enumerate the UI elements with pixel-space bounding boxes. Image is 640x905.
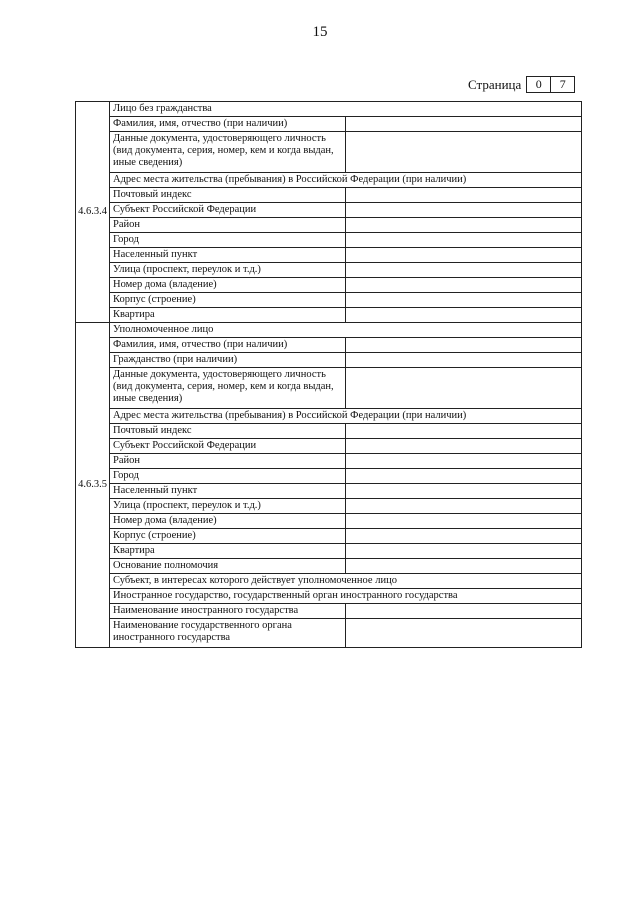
- field-label: Субъект Российской Федерации: [110, 203, 346, 218]
- field-label: Улица (проспект, переулок и т.д.): [110, 499, 346, 514]
- form-row: [76, 604, 582, 619]
- field-value[interactable]: [346, 132, 582, 173]
- field-label: Фамилия, имя, отчество (при наличии): [110, 117, 346, 132]
- form-row: [76, 574, 582, 589]
- field-label: Город: [110, 233, 346, 248]
- field-value[interactable]: [346, 278, 582, 293]
- field-label: Фамилия, имя, отчество (при наличии): [110, 338, 346, 353]
- form-row: [76, 353, 582, 368]
- form-row: [76, 293, 582, 308]
- form-row: [76, 454, 582, 469]
- field-label: Район: [110, 454, 346, 469]
- form-row: [76, 424, 582, 439]
- section-header-label: Иностранное государство, государственный орган иностранного государства: [110, 589, 582, 604]
- section-header-label: Адрес места жительства (пребывания) в Российской Федерации (при наличии): [110, 173, 582, 188]
- field-value[interactable]: [346, 424, 582, 439]
- form-row: [76, 188, 582, 203]
- field-value[interactable]: [346, 263, 582, 278]
- field-label: Район: [110, 218, 346, 233]
- field-value[interactable]: [346, 203, 582, 218]
- section-header-label: Уполномоченное лицо: [110, 323, 582, 338]
- page-digit-2[interactable]: 7: [550, 76, 575, 93]
- field-label: Данные документа, удостоверяющего личность (вид документа, серия, номер, кем и когда выдан, иные сведения): [110, 132, 346, 173]
- field-value[interactable]: [346, 233, 582, 248]
- form-row: [76, 559, 582, 574]
- field-label: Номер дома (владение): [110, 514, 346, 529]
- page-digit-1[interactable]: 0: [526, 76, 551, 93]
- field-value[interactable]: [346, 338, 582, 353]
- page-counter: [468, 76, 575, 93]
- section-code: 4.6.3.5: [76, 323, 110, 648]
- field-value[interactable]: [346, 293, 582, 308]
- field-value[interactable]: [346, 117, 582, 132]
- form-table: [75, 101, 582, 648]
- field-label: Корпус (строение): [110, 293, 346, 308]
- section-header-label: Адрес места жительства (пребывания) в Российской Федерации (при наличии): [110, 409, 582, 424]
- field-label: Населенный пункт: [110, 484, 346, 499]
- field-value[interactable]: [346, 604, 582, 619]
- field-label: Почтовый индекс: [110, 424, 346, 439]
- form-row: [76, 514, 582, 529]
- field-label: Город: [110, 469, 346, 484]
- form-row: [76, 233, 582, 248]
- form-row: [76, 529, 582, 544]
- field-value[interactable]: [346, 559, 582, 574]
- field-value[interactable]: [346, 484, 582, 499]
- form-row: [76, 173, 582, 188]
- field-value[interactable]: [346, 368, 582, 409]
- form-row: [76, 323, 582, 338]
- field-label: Гражданство (при наличии): [110, 353, 346, 368]
- form-row: [76, 117, 582, 132]
- form-row: [76, 308, 582, 323]
- field-value[interactable]: [346, 544, 582, 559]
- field-value[interactable]: [346, 439, 582, 454]
- field-value[interactable]: [346, 514, 582, 529]
- field-value[interactable]: [346, 499, 582, 514]
- field-label: Номер дома (владение): [110, 278, 346, 293]
- form-row: [76, 469, 582, 484]
- page-label: Страница: [468, 76, 522, 92]
- form-row: [76, 439, 582, 454]
- section-header-label: Лицо без гражданства: [110, 102, 582, 117]
- field-label: Улица (проспект, переулок и т.д.): [110, 263, 346, 278]
- form-row: [76, 544, 582, 559]
- form-row: [76, 263, 582, 278]
- field-value[interactable]: [346, 619, 582, 648]
- page-number: 15: [312, 24, 328, 40]
- form-row: [76, 368, 582, 409]
- section-header-label: Субъект, в интересах которого действует уполномоченное лицо: [110, 574, 582, 589]
- section-code: 4.6.3.4: [76, 102, 110, 323]
- field-value[interactable]: [346, 529, 582, 544]
- field-label: Квартира: [110, 544, 346, 559]
- field-label: Квартира: [110, 308, 346, 323]
- field-value[interactable]: [346, 469, 582, 484]
- field-label: Наименование государственного органа иностранного государства: [110, 619, 346, 648]
- form-row: [76, 248, 582, 263]
- form-row: [76, 409, 582, 424]
- field-value[interactable]: [346, 353, 582, 368]
- field-value[interactable]: [346, 218, 582, 233]
- field-label: Субъект Российской Федерации: [110, 439, 346, 454]
- field-label: Населенный пункт: [110, 248, 346, 263]
- form-row: [76, 338, 582, 353]
- field-label: Наименование иностранного государства: [110, 604, 346, 619]
- field-label: Корпус (строение): [110, 529, 346, 544]
- field-value[interactable]: [346, 188, 582, 203]
- field-label: Данные документа, удостоверяющего личность (вид документа, серия, номер, кем и когда выдан, иные сведения): [110, 368, 346, 409]
- field-value[interactable]: [346, 248, 582, 263]
- form-row: [76, 619, 582, 648]
- form-row: [76, 203, 582, 218]
- form-row: [76, 278, 582, 293]
- form-row: [76, 589, 582, 604]
- form-row: [76, 484, 582, 499]
- form-row: [76, 132, 582, 173]
- field-value[interactable]: [346, 454, 582, 469]
- field-label: Почтовый индекс: [110, 188, 346, 203]
- field-value[interactable]: [346, 308, 582, 323]
- form-row: [76, 499, 582, 514]
- field-label: Основание полномочия: [110, 559, 346, 574]
- form-row: [76, 218, 582, 233]
- form-row: [76, 102, 582, 117]
